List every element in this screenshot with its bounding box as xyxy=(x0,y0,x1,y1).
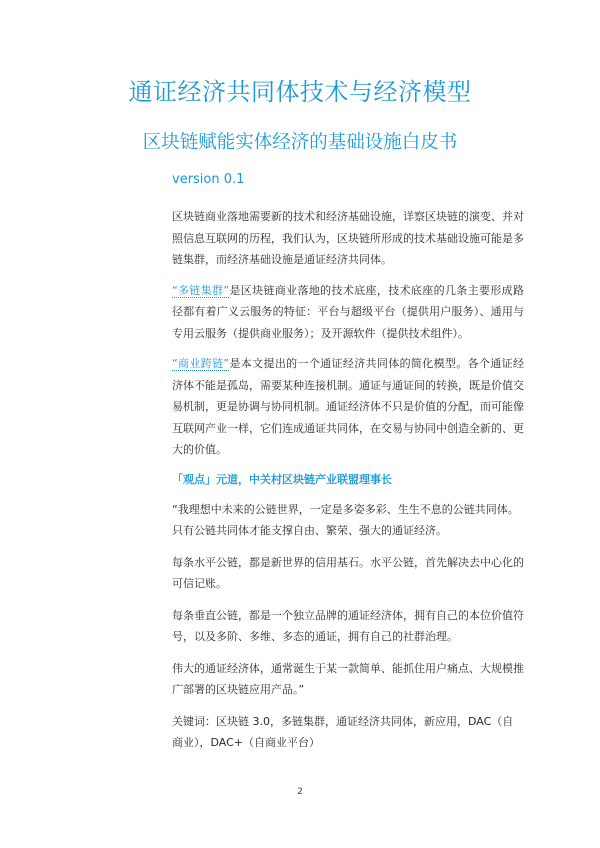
quote-paragraph: 每条水平公链，都是新世界的信用基石。水平公链，首先解决去中心化的可信记账。 xyxy=(172,555,524,590)
version-label: version 0.1 xyxy=(172,172,245,187)
term-multichain-cluster: “多链集群” xyxy=(172,283,230,297)
multichain-paragraph-text: 是区块链商业落地的技术底座，技术底座的几条主要形成路径都有着广义云服务的特征：平台与超级平台（提供用户服务）、通用与专用云服务（提供商业服务）；及开源软件（提供技术组件）。 xyxy=(172,283,524,340)
document-body xyxy=(172,206,524,754)
quote-source: 「观点」元道，中关村区块链产业联盟理事长 xyxy=(172,472,392,486)
term-business-crosschain: “商业跨链” xyxy=(172,357,230,370)
keywords: 关键词：区块链 3.0，多链集群，通证经济共同体，新应用，DAC（自商业），DAC+（自商业平台） xyxy=(172,714,514,749)
quote-paragraph: “我理想中未来的公链世界，一定是多姿多彩、生生不息的公链共同体。只有公链共同体才能支撑自由、繁荣、强大的通证经济。 xyxy=(172,502,519,537)
intro-paragraph: 区块链商业落地需要新的技术和经济基础设施，详察区块链的演变、并对照信息互联网的历程，我们认为，区块链所形成的技术基础设施可能是多链集群，而经济基础设施是通证经济共同体。 xyxy=(172,210,524,266)
document-title: 通证经济共同体技术与经济模型 xyxy=(128,78,472,106)
quote-paragraph: 伟大的通证经济体，通常诞生于某一款简单、能抓住用户痛点、大规模推广部署的区块链应用产品。” xyxy=(172,661,524,696)
crosschain-paragraph-text: 是本文提出的一个通证经济共同体的简化模型。各个通证经济体不能是孤岛，需要某种连接机制。通证与通证间的转换，既是价值交易机制，更是协调与协同机制。通证经济体不只是价值的分配，而可能像互联网产业一样，它们连成通证共同体，在交易与协同中创造全新的、更大的价值。 xyxy=(172,357,524,456)
page-number: 2 xyxy=(297,787,303,797)
crosschain-paragraph xyxy=(172,353,524,461)
multichain-paragraph xyxy=(172,280,524,345)
document-subtitle: 区块链赋能实体经济的基础设施白皮书 xyxy=(142,132,458,153)
quote-paragraph: 每条垂直公链，都是一个独立品牌的通证经济体，拥有自己的本位价值符号，以及多阶、多维、多态的通证，拥有自己的社群治理。 xyxy=(172,608,524,643)
